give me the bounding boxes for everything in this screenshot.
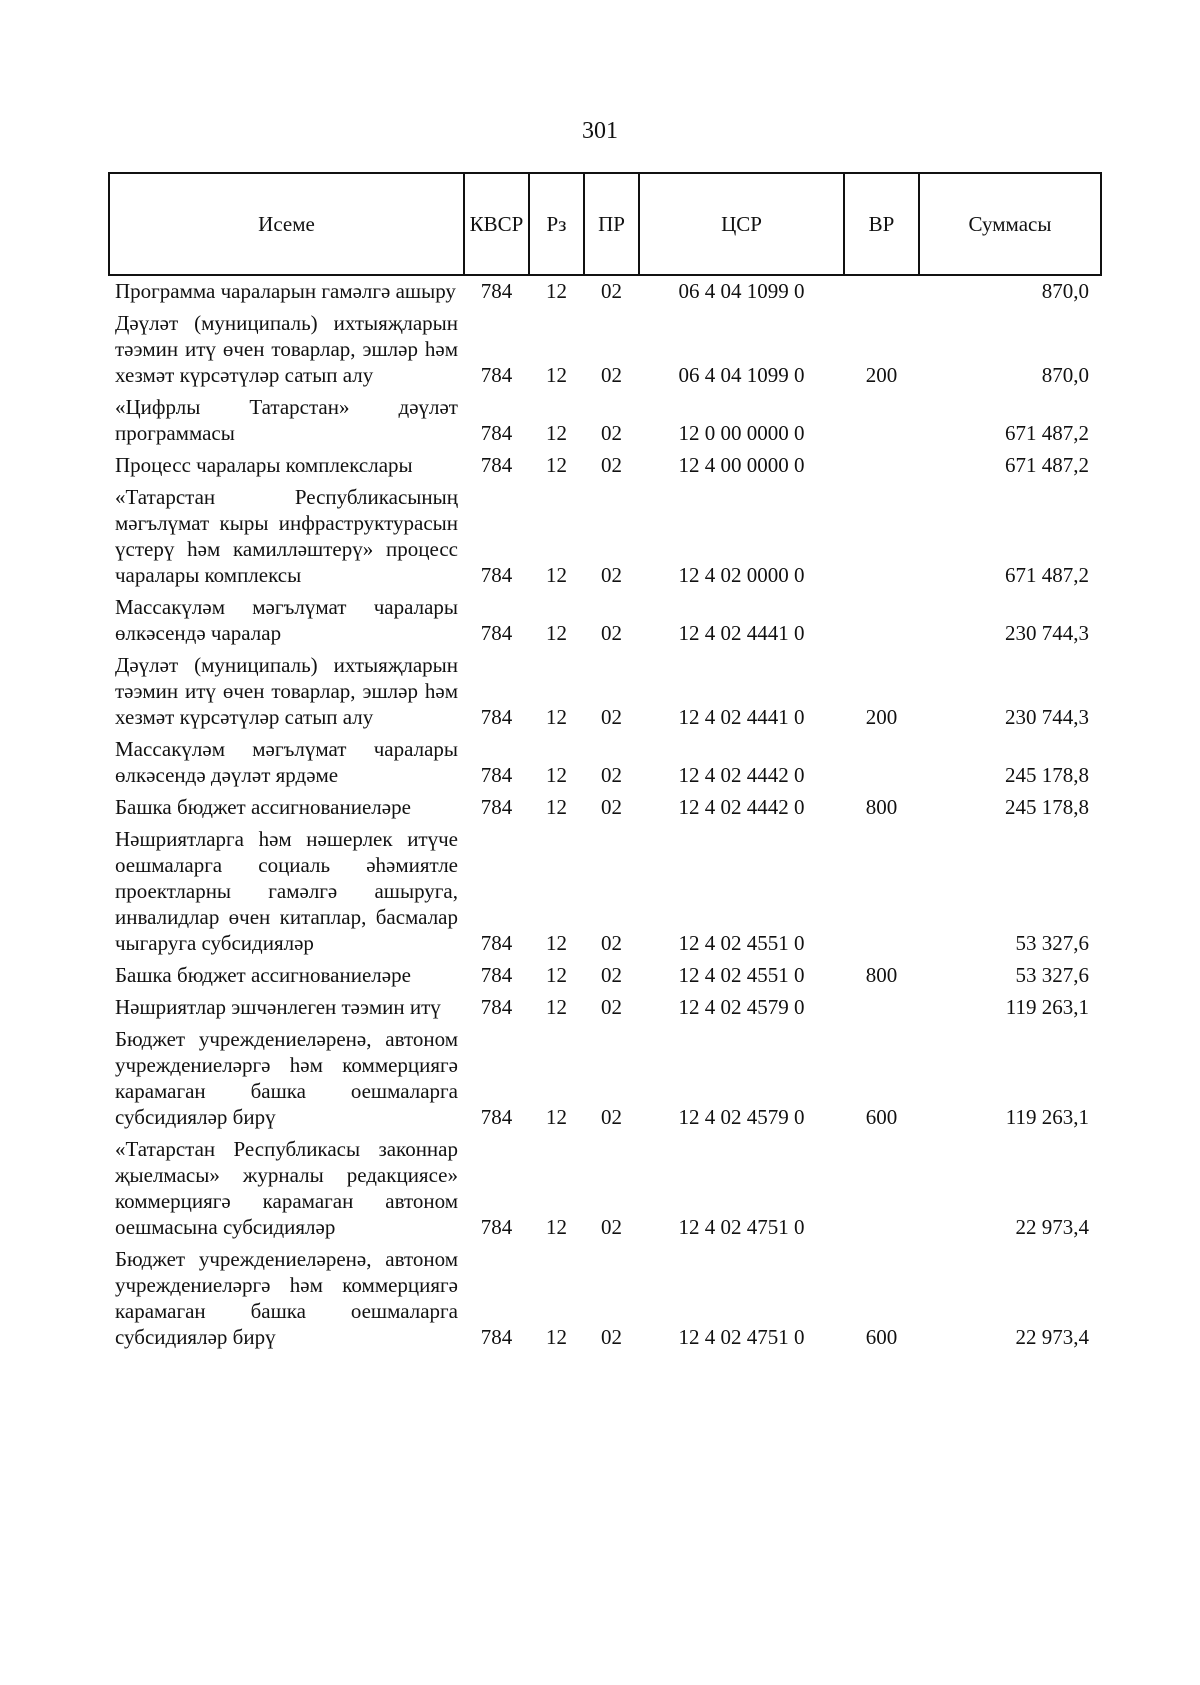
- cell-kvsr: 784: [480, 931, 513, 955]
- cell-name: Нәшриятлар эшчәнлеген тәэмин итү: [115, 995, 441, 1019]
- cell-sum: 245 178,8: [1005, 763, 1089, 787]
- cell-name: Бюджет учреждениеләренә, автоном учреждениеләргә һәм коммерциягә карамаган башка оешмаларга субсидияләр бирү: [115, 1027, 458, 1129]
- cell-name: «Татарстан Республикасы законнар җыелмасы» журналы редакциясе» коммерциягә карамаган автоном оешмасына субсидияләр: [115, 1137, 458, 1239]
- table-row: [109, 734, 1101, 792]
- cell-rz: 12: [546, 1325, 567, 1349]
- cell-vr: 200: [865, 363, 898, 387]
- header-rz: Рз: [529, 173, 584, 275]
- cell-csr: 12 4 02 4579 0: [678, 1105, 805, 1129]
- cell-sum: 119 263,1: [1005, 1105, 1089, 1129]
- cell-kvsr: 784: [480, 563, 513, 587]
- cell-name: Процесс чаралары комплекслары: [115, 453, 413, 477]
- cell-kvsr: 784: [480, 363, 513, 387]
- header-sum: Суммасы: [919, 173, 1101, 275]
- cell-pr: 02: [601, 763, 622, 787]
- cell-rz: 12: [546, 995, 567, 1019]
- cell-kvsr: 784: [480, 795, 513, 819]
- cell-csr: 12 4 02 4442 0: [678, 763, 805, 787]
- cell-name: Массакүләм мәгълүмат чаралары өлкәсендә дәүләт ярдәме: [115, 737, 458, 787]
- cell-name: «Цифрлы Татарстан» дәүләт программасы: [115, 395, 458, 445]
- cell-rz: 12: [546, 1215, 567, 1239]
- cell-sum: 671 487,2: [1005, 563, 1089, 587]
- table-row: [109, 824, 1101, 960]
- cell-rz: 12: [546, 621, 567, 645]
- cell-sum: 53 327,6: [1015, 931, 1089, 955]
- header-csr: ЦСР: [639, 173, 844, 275]
- cell-name: Дәүләт (муниципаль) ихтыяҗларын тәэмин итү өчен товарлар, эшләр һәм хезмәт күрсәтүләр сатып алу: [115, 311, 458, 387]
- cell-pr: 02: [601, 795, 622, 819]
- cell-csr: 06 4 04 1099 0: [678, 279, 805, 303]
- table-row: [109, 1024, 1101, 1134]
- cell-csr: 12 0 00 0000 0: [678, 421, 805, 445]
- cell-vr: [844, 824, 919, 960]
- table-header: [109, 173, 1101, 275]
- cell-vr: 600: [865, 1105, 898, 1129]
- cell-kvsr: 784: [480, 995, 513, 1019]
- table-row: [109, 275, 1101, 308]
- cell-pr: 02: [601, 1215, 622, 1239]
- cell-vr: [844, 734, 919, 792]
- cell-vr: 800: [865, 963, 898, 987]
- cell-kvsr: 784: [480, 421, 513, 445]
- header-name: Исеме: [109, 173, 464, 275]
- table-row: [109, 308, 1101, 392]
- cell-sum: 22 973,4: [1015, 1325, 1089, 1349]
- table-row: [109, 1134, 1101, 1244]
- cell-rz: 12: [546, 279, 567, 303]
- cell-vr: 600: [865, 1325, 898, 1349]
- table-body: [109, 275, 1101, 1354]
- header-vr: ВР: [844, 173, 919, 275]
- cell-csr: 12 4 02 4441 0: [678, 621, 805, 645]
- cell-pr: 02: [601, 279, 622, 303]
- cell-kvsr: 784: [480, 1325, 513, 1349]
- table-row: [109, 592, 1101, 650]
- cell-pr: 02: [601, 705, 622, 729]
- cell-vr: [844, 275, 919, 308]
- cell-pr: 02: [601, 363, 622, 387]
- cell-csr: 12 4 02 4579 0: [678, 995, 805, 1019]
- cell-rz: 12: [546, 563, 567, 587]
- cell-kvsr: 784: [480, 453, 513, 477]
- cell-vr: 800: [865, 795, 898, 819]
- table-row: [109, 1244, 1101, 1354]
- cell-csr: 12 4 02 4441 0: [678, 705, 805, 729]
- table-row: [109, 992, 1101, 1024]
- cell-rz: 12: [546, 363, 567, 387]
- cell-pr: 02: [601, 1325, 622, 1349]
- cell-sum: 230 744,3: [1005, 705, 1089, 729]
- cell-name: Массакүләм мәгълүмат чаралары өлкәсендә чаралар: [115, 595, 458, 645]
- table-row: [109, 392, 1101, 450]
- cell-sum: 671 487,2: [1005, 453, 1089, 477]
- budget-table: [108, 172, 1102, 1354]
- page-number: 301: [582, 118, 618, 144]
- cell-vr: [844, 1134, 919, 1244]
- cell-rz: 12: [546, 1105, 567, 1129]
- cell-csr: 06 4 04 1099 0: [678, 363, 805, 387]
- cell-rz: 12: [546, 705, 567, 729]
- cell-pr: 02: [601, 963, 622, 987]
- cell-rz: 12: [546, 963, 567, 987]
- table-row: [109, 450, 1101, 482]
- cell-sum: 53 327,6: [1015, 963, 1089, 987]
- cell-sum: 870,0: [1041, 363, 1089, 387]
- cell-kvsr: 784: [480, 279, 513, 303]
- cell-pr: 02: [601, 931, 622, 955]
- cell-vr: [844, 482, 919, 592]
- cell-vr: [844, 992, 919, 1024]
- cell-csr: 12 4 02 4751 0: [678, 1215, 805, 1239]
- cell-pr: 02: [601, 421, 622, 445]
- cell-vr: [844, 450, 919, 482]
- cell-kvsr: 784: [480, 1215, 513, 1239]
- cell-name: Дәүләт (муниципаль) ихтыяҗларын тәэмин итү өчен товарлар, эшләр һәм хезмәт күрсәтүләр сатып алу: [115, 653, 458, 729]
- header-pr: ПР: [584, 173, 639, 275]
- cell-rz: 12: [546, 931, 567, 955]
- cell-csr: 12 4 02 0000 0: [678, 563, 805, 587]
- table-row: [109, 792, 1101, 824]
- cell-csr: 12 4 02 4751 0: [678, 1325, 805, 1349]
- cell-sum: 870,0: [1041, 279, 1089, 303]
- cell-sum: 245 178,8: [1005, 795, 1089, 819]
- cell-sum: 22 973,4: [1015, 1215, 1089, 1239]
- cell-kvsr: 784: [480, 963, 513, 987]
- cell-vr: [844, 392, 919, 450]
- cell-pr: 02: [601, 563, 622, 587]
- table-row: [109, 960, 1101, 992]
- cell-vr: [844, 592, 919, 650]
- cell-pr: 02: [601, 453, 622, 477]
- cell-rz: 12: [546, 453, 567, 477]
- cell-csr: 12 4 02 4551 0: [678, 963, 805, 987]
- cell-name: Программа чараларын гамәлгә ашыру: [115, 279, 456, 303]
- cell-pr: 02: [601, 995, 622, 1019]
- cell-sum: 671 487,2: [1005, 421, 1089, 445]
- cell-rz: 12: [546, 795, 567, 819]
- cell-rz: 12: [546, 421, 567, 445]
- cell-sum: 230 744,3: [1005, 621, 1089, 645]
- cell-name: Нәшриятларга һәм нәшерлек итүче оешмаларга социаль әһәмиятле проектларны гамәлгә ашыруга, инвалидлар өчен китаплар, басмалар чыгаруга субсидияләр: [115, 827, 458, 955]
- table-row: [109, 650, 1101, 734]
- cell-csr: 12 4 02 4442 0: [678, 795, 805, 819]
- header-row: [109, 173, 1101, 275]
- cell-kvsr: 784: [480, 1105, 513, 1129]
- cell-vr: 200: [865, 705, 898, 729]
- cell-csr: 12 4 00 0000 0: [678, 453, 805, 477]
- table-row: [109, 482, 1101, 592]
- cell-name: Бюджет учреждениеләренә, автоном учреждениеләргә һәм коммерциягә карамаган башка оешмаларга субсидияләр бирү: [115, 1247, 458, 1349]
- cell-csr: 12 4 02 4551 0: [678, 931, 805, 955]
- header-kvsr: КВСР: [464, 173, 529, 275]
- cell-rz: 12: [546, 763, 567, 787]
- cell-pr: 02: [601, 1105, 622, 1129]
- cell-sum: 119 263,1: [1005, 995, 1089, 1019]
- cell-name: Башка бюджет ассигнованиеләре: [115, 795, 411, 819]
- cell-name: Башка бюджет ассигнованиеләре: [115, 963, 411, 987]
- cell-pr: 02: [601, 621, 622, 645]
- cell-name: «Татарстан Республикасының мәгълүмат кыры инфраструктурасын үстерү һәм камилләштерү» процесс чаралары комплексы: [115, 485, 458, 587]
- cell-kvsr: 784: [480, 705, 513, 729]
- cell-kvsr: 784: [480, 763, 513, 787]
- cell-kvsr: 784: [480, 621, 513, 645]
